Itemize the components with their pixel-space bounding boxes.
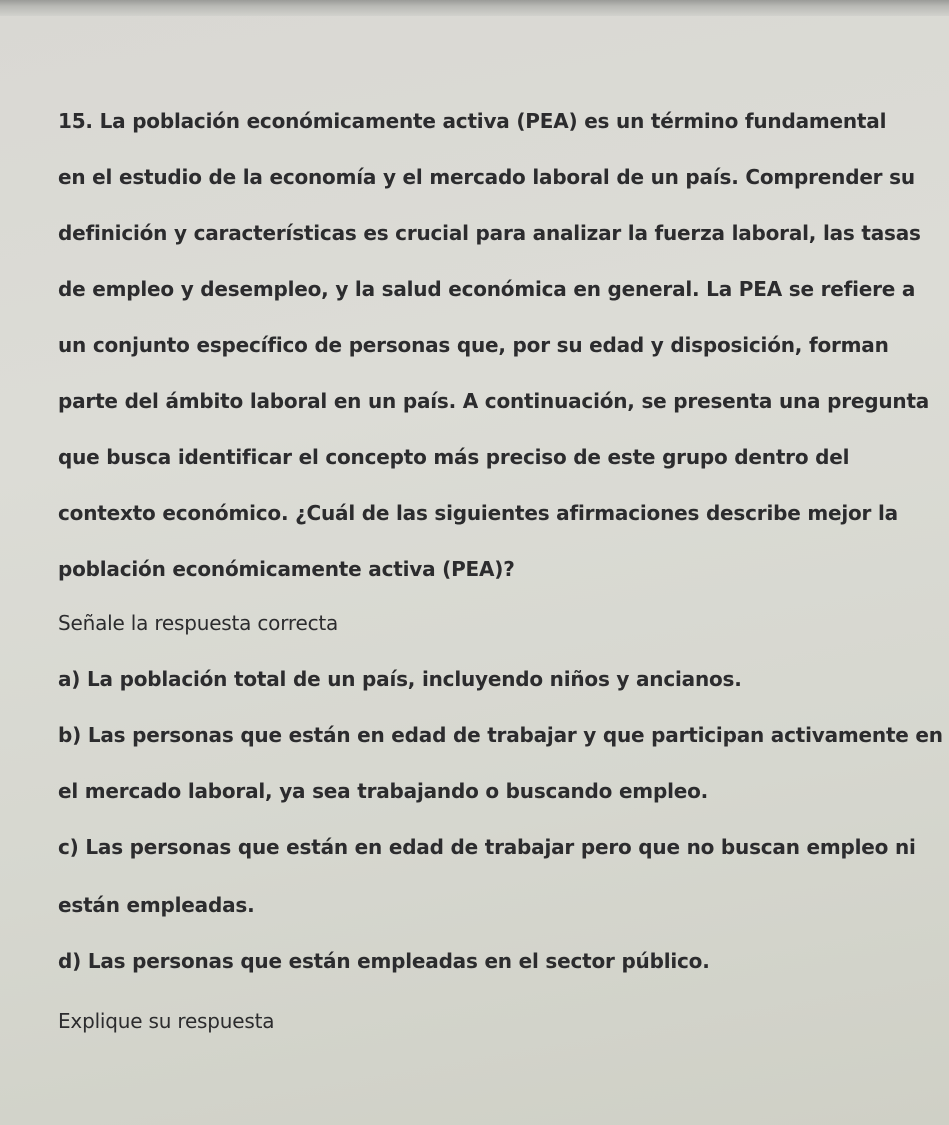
question-line-5: un conjunto específico de personas que, por su edad y disposición, forman [58, 333, 889, 357]
photo-top-edge [0, 0, 949, 16]
option-d: d) Las personas que están empleadas en el sector público. [58, 949, 710, 973]
option-c-line-2: están empleadas. [58, 893, 255, 917]
option-b-line-1: b) Las personas que están en edad de trabajar y que participan activamente en [58, 723, 943, 747]
explain-prompt: Explique su respuesta [58, 1009, 275, 1033]
question-line-7: que busca identificar el concepto más preciso de este grupo dentro del [58, 445, 850, 469]
question-line-8: contexto económico. ¿Cuál de las siguientes afirmaciones describe mejor la [58, 501, 898, 525]
question-line-1: 15. La población económicamente activa (PEA) es un término fundamental [58, 109, 887, 133]
question-line-9: población económicamente activa (PEA)? [58, 557, 515, 581]
instruction-text: Señale la respuesta correcta [58, 611, 339, 635]
question-line-3: definición y características es crucial para analizar la fuerza laboral, las tasas [58, 221, 921, 245]
option-a: a) La población total de un país, incluyendo niños y ancianos. [58, 667, 742, 691]
question-line-4: de empleo y desempleo, y la salud económica en general. La PEA se refiere a [58, 277, 916, 301]
option-c-line-1: c) Las personas que están en edad de trabajar pero que no buscan empleo ni [58, 835, 916, 859]
question-line-2: en el estudio de la economía y el mercado laboral de un país. Comprender su [58, 165, 915, 189]
question-line-6: parte del ámbito laboral en un país. A continuación, se presenta una pregunta [58, 389, 930, 413]
option-b-line-2: el mercado laboral, ya sea trabajando o buscando empleo. [58, 779, 709, 803]
